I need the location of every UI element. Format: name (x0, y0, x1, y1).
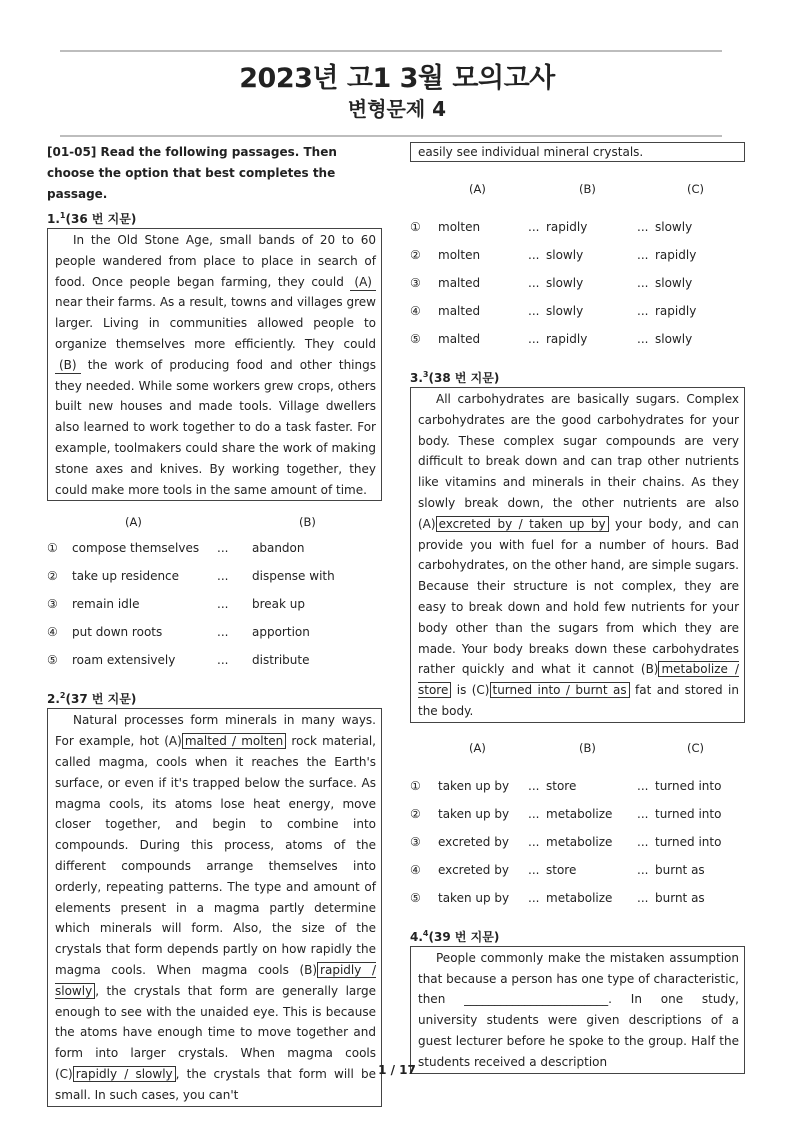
question-2-options (410, 220, 745, 360)
option-3[interactable]: ③ excreted by ... metabolize ... turned into (410, 834, 722, 849)
question-2-option-header: (A) (B) (C) (469, 182, 705, 196)
question-2-heading: 2.$^2$(37 번 지문) (47, 691, 137, 707)
blank-a: (A) (350, 275, 376, 291)
question-1-passage: In the Old Stone Age, small bands of 20 to 60 people wandered from place to place in search of food. Once people began farming, they could (A) near their farms. As a result, towns and villages grew larger. Living in communities allowed people to organize themselves more efficiently. They could (B) the work of producing food and other things they needed. While some workers grew crops, others built new houses and made tools. Village dwellers also learned to work together to do a task faster. For example, toolmakers could share the work of making stone axes and knives. By working together, they could make more tools in the same amount of time. (47, 228, 382, 501)
choice-box-c: rapidly / slowly (73, 1066, 176, 1082)
question-3-option-header: (A) (B) (C) (469, 740, 705, 755)
question-1-option-header: (A) (B) (125, 515, 316, 530)
option-1[interactable]: ① compose themselves ... abandon (47, 541, 305, 556)
instructions: [01-05] Read the following passages. Then choose the option that best completes the passage. (47, 145, 337, 201)
question-2-passage: Natural processes form minerals in many ways. For example, hot (A) malted / molten rock material, called magma, cools when it reaches the Earth's surface, or even if it's trapped below the surface. As magma cools, its atoms lose heat energy, move closer together, and begin to combine into compounds. During this process, atoms of the different compounds arrange themselves into orderly, repeating patterns. The type and amount of elements present in a magma partly determine which minerals will form. Also, the size of the crystals that form depends partly on how rapidly the magma cools. When magma cools (B) rapidly / slowly , the crystals that form are generally large enough to see with the unaided eye. This is because the atoms have enough time to move together and form into larger crystals. When magma cools (C) rapidly / slowly , the crystals that form will be small. In such cases, you can't (47, 708, 382, 1106)
option-4[interactable]: ④ put down roots ... apportion (47, 625, 310, 640)
option-4[interactable]: ④ excreted by ... store ... burnt as (410, 862, 705, 877)
option-4[interactable]: ④ malted ... slowly ... rapidly (410, 304, 697, 318)
choice-box-b: metabolize / store (418, 662, 739, 698)
blank-line: ________________________ (464, 992, 609, 1007)
option-2[interactable]: ② molten ... slowly ... rapidly (410, 248, 697, 262)
option-5[interactable]: ⑤ taken up by ... metabolize ... burnt as (410, 890, 705, 905)
question-3-passage: All carbohydrates are basically sugars. Complex carbohydrates are the good carbohydrates for your body. These complex sugar compounds are very difficult to break down and can trap other nutrients like vitamins and minerals in their chains. As they slowly break down, the other nutrients are also (A) excreted by / taken up by your body, and can provide you with fuel for a number of hours. Bad carbohydrates, on the other hand, are simple sugars. Because their structure is not complex, they are easy to break down and hold few nutrients for your body other than the sugars from which they are made. Your body breaks down these carbohydrates rather quickly and what it cannot (B) metabolize / store is (C) turned into / burnt as fat and stored in the body. (410, 387, 745, 723)
option-5[interactable]: ⑤ malted ... rapidly ... slowly (410, 332, 693, 346)
blank-b: (B) (55, 358, 81, 374)
question-1-options (47, 541, 382, 681)
option-5[interactable]: ⑤ roam extensively ... distribute (47, 653, 310, 668)
left-column (47, 142, 382, 1107)
right-column (410, 142, 745, 1074)
question-4-passage: People commonly make the mistaken assumption that because a person has one type of characteristic, then ________________________. In one study, university students were given descriptions of a guest lecturer before he spoke to the group. Half the students received a description (410, 946, 745, 1074)
question-4-heading: 4.$^4$(39 번 지문) (410, 928, 500, 944)
choice-box-a: malted / molten (182, 733, 286, 749)
option-2[interactable]: ② take up residence ... dispense with (47, 569, 335, 584)
page-number: 1 / 17 (378, 1063, 416, 1077)
option-1[interactable]: ① molten ... rapidly ... slowly (410, 220, 693, 234)
option-1[interactable]: ① taken up by ... store ... turned into (410, 778, 722, 793)
question-3-options (410, 779, 745, 919)
page-title: 2023년 고1 3월 모의고사 (239, 63, 555, 94)
option-3[interactable]: ③ malted ... slowly ... slowly (410, 276, 693, 290)
page-subtitle: 변형문제 4 (347, 97, 447, 121)
option-3[interactable]: ③ remain idle ... break up (47, 597, 306, 612)
choice-box-c: turned into / burnt as (490, 682, 630, 698)
header-rule (60, 135, 722, 137)
question-1-heading: 1.$^1$(36 번 지문) (47, 211, 137, 226)
question-3-heading: 3.$^3$(38 번 지문) (410, 370, 500, 385)
choice-box-a: excreted by / taken up by (436, 516, 609, 532)
top-rule (60, 50, 722, 52)
question-2-passage-continued: easily see individual mineral crystals. (410, 142, 745, 162)
choice-box-b: rapidly / slowly (55, 962, 376, 998)
option-2[interactable]: ② taken up by ... metabolize ... turned into (410, 806, 722, 821)
